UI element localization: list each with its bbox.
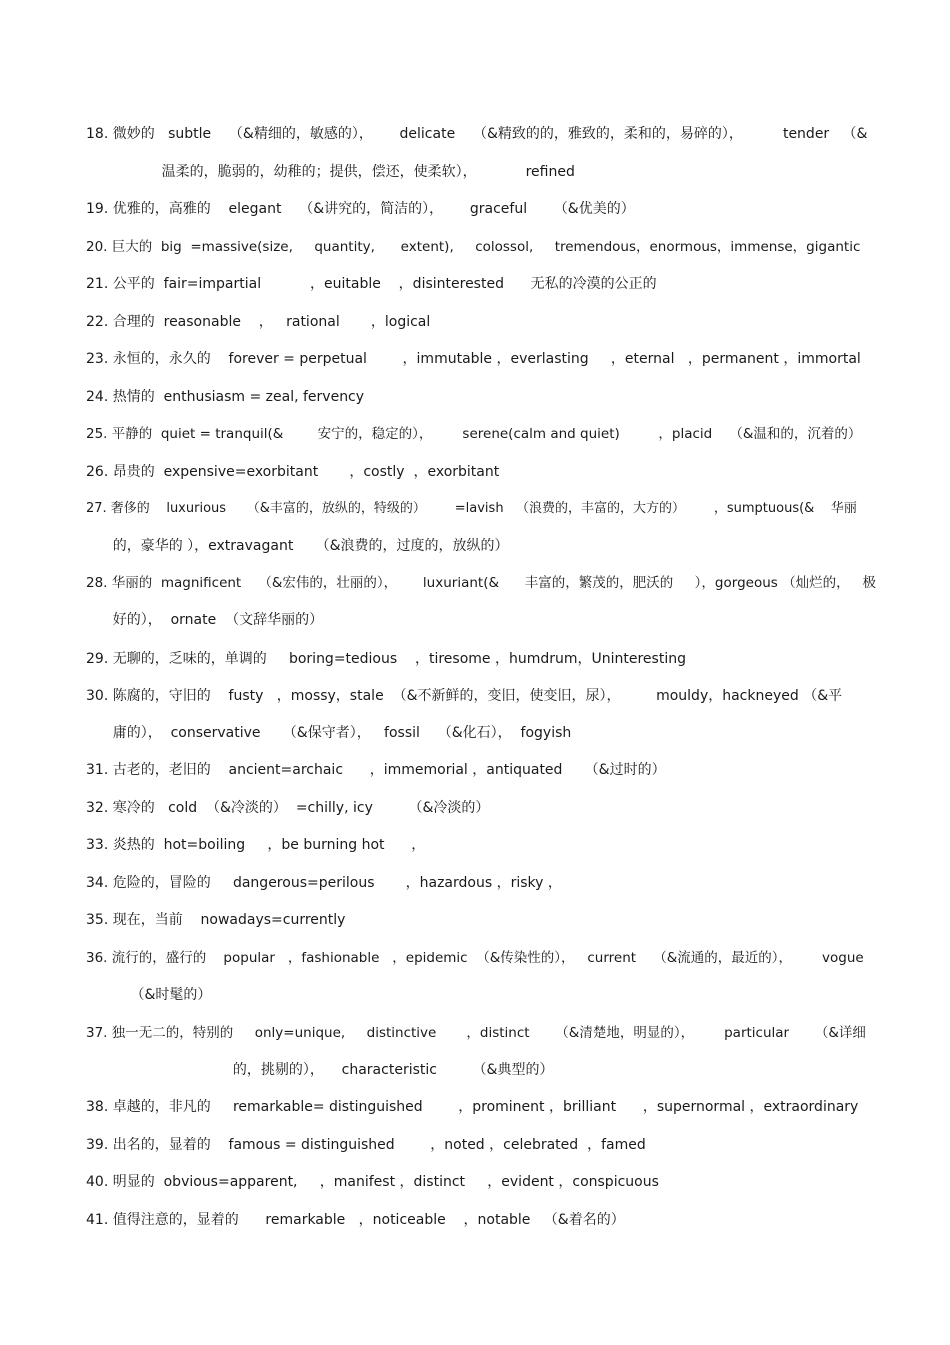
entry-36-line-1: 36. 流行的，盛行的 popular ，fashionable ，epidemic （&传染性的）， current （&流通的，最近的）， vogue bbox=[86, 950, 864, 966]
entry-26: 26. 昂贵的 expensive=exorbitant ，costly ，exorbitant bbox=[86, 464, 500, 480]
entry-29: 29. 无聊的，乏味的，单调的 boring=tedious ，tiresome ，humdrum，Uninteresting bbox=[86, 651, 686, 667]
entry-33: 33. 炎热的 hot=boiling ，be burning hot ， bbox=[86, 837, 426, 853]
entry-23: 23. 永恒的，永久的 forever = perpetual ，immutable ，everlasting ，eternal ，permanent ，immortal bbox=[86, 351, 861, 367]
entry-27-line-1: 27. 奢侈的 luxurious （&丰富的，放纵的，特级的） =lavish （浪费的，丰富的，大方的） ，sumptuous(& 华丽 bbox=[86, 501, 857, 516]
entry-36-line-2: （&时髦的） bbox=[86, 987, 212, 1003]
entry-40: 40. 明显的 obvious=apparent, ，manifest ，distinct ，evident ，conspicuous bbox=[86, 1174, 659, 1190]
entry-34: 34. 危险的，冒险的 dangerous=perilous ，hazardous ，risky ， bbox=[86, 875, 562, 891]
entry-22: 22. 合理的 reasonable ， rational ，logical bbox=[86, 314, 431, 330]
entry-25: 25. 平静的 quiet = tranquil(& 安宁的，稳定的）， serene(calm and quiet) ，placid （&温和的，沉着的） bbox=[86, 426, 862, 442]
entry-28-line-1: 28. 华丽的 magnificent （&宏伟的，壮丽的）， luxuriant(& 丰富的，繁茂的，肥沃的 ），gorgeous （灿烂的， 极 bbox=[86, 575, 876, 591]
entry-30-line-2: 庸的）， conservative （&保守者）， fossil （&化石）， fogyish bbox=[86, 725, 572, 741]
entry-37-line-1: 37. 独一无二的，特别的 only=unique, distinctive ，distinct （&清楚地，明显的）， particular （&详细 bbox=[86, 1025, 866, 1041]
entry-37-line-2: 的，挑剔的）， characteristic （&典型的） bbox=[86, 1062, 554, 1078]
entry-35: 35. 现在，当前 nowadays=currently bbox=[86, 912, 346, 928]
entry-31: 31. 古老的，老旧的 ancient=archaic ，immemorial ，antiquated （&过时的） bbox=[86, 762, 666, 778]
entry-30-line-1: 30. 陈腐的，守旧的 fusty ，mossy，stale （&不新鲜的，变旧，使变旧，尿）， mouldy，hackneyed （&平 bbox=[86, 688, 843, 704]
entry-28-line-2: 好的）， ornate （文辞华丽的） bbox=[86, 612, 324, 628]
entry-19: 19. 优雅的，高雅的 elegant （&讲究的，简洁的）， graceful （&优美的） bbox=[86, 201, 635, 217]
entry-24: 24. 热情的 enthusiasm = zeal, fervency bbox=[86, 389, 365, 405]
entry-38: 38. 卓越的，非凡的 remarkable= distinguished ，prominent ，brilliant ，supernormal ，extraordinary bbox=[86, 1099, 859, 1115]
entry-18-line-1: 18. 微妙的 subtle （&精细的，敏感的）， delicate （&精致的的，雅致的，柔和的，易碎的）， tender （& bbox=[86, 126, 868, 142]
entry-41: 41. 值得注意的，显着的 remarkable ，noticeable ，notable （&着名的） bbox=[86, 1212, 625, 1228]
entry-27-line-2: 的，豪华的 ），extravagant （&浪费的，过度的，放纵的） bbox=[86, 538, 509, 554]
entry-20: 20. 巨大的 big =massive(size, quantity, extent), colossol, tremendous，enormous，immense，gigantic bbox=[86, 239, 861, 255]
entry-21: 21. 公平的 fair=impartial ，euitable ，disinterested 无私的冷漠的公正的 bbox=[86, 276, 657, 292]
entry-39: 39. 出名的，显着的 famous = distinguished ，noted ，celebrated ，famed bbox=[86, 1137, 646, 1153]
entry-32: 32. 寒冷的 cold （&冷淡的） =chilly, icy （&冷淡的） bbox=[86, 800, 490, 816]
entry-18-line-2: 温柔的，脆弱的，幼稚的；提供，偿还，使柔软）， refined bbox=[86, 164, 575, 180]
